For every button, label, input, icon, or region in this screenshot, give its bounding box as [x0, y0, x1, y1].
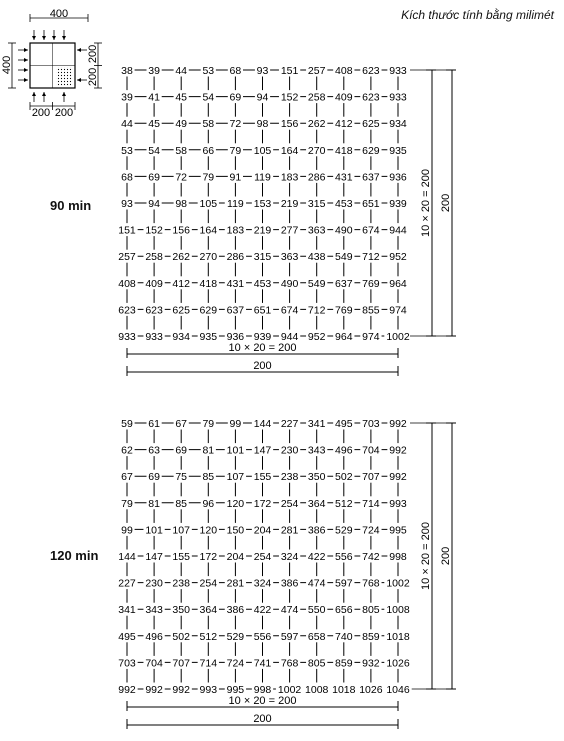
time-label-120: 120 min — [50, 548, 99, 563]
dim-outer-v-label: 200 — [440, 193, 452, 213]
temperature-value: 98 — [175, 198, 188, 210]
temperature-value: 270 — [199, 251, 218, 264]
temperature-value: 147 — [145, 551, 163, 563]
section-right-label-1: 200 — [87, 44, 99, 64]
temperature-value: 597 — [280, 630, 299, 643]
temperature-value: 61 — [148, 418, 160, 430]
dim-inner-v-label: 10 × 20 = 200 — [420, 169, 432, 237]
temperature-value: 474 — [307, 577, 326, 590]
temperature-value: 412 — [335, 118, 353, 131]
temperature-value: 1008 — [305, 684, 329, 696]
temperature-value: 651 — [253, 304, 272, 317]
temperature-value: 230 — [145, 577, 163, 590]
temperature-value: 993 — [199, 684, 218, 696]
temperature-value: 350 — [307, 471, 326, 484]
temperature-value: 704 — [362, 444, 380, 457]
temperature-value: 144 — [253, 418, 272, 430]
temperature-value: 79 — [121, 497, 133, 510]
temperature-value: 422 — [253, 604, 272, 617]
temperature-value: 651 — [362, 198, 380, 210]
temperature-value: 156 — [172, 224, 190, 237]
temperature-value: 769 — [362, 277, 380, 290]
temperature-value: 992 — [118, 684, 136, 696]
temperature-value: 974 — [389, 304, 407, 317]
temperature-value: 152 — [145, 224, 163, 237]
temperature-value: 155 — [253, 471, 272, 484]
section-right-label-2: 200 — [87, 67, 99, 87]
temperature-value: 257 — [307, 65, 326, 77]
section-height-label: 400 — [1, 55, 13, 75]
temperature-value: 409 — [335, 91, 353, 104]
temperature-value: 94 — [256, 91, 269, 104]
temperature-value: 496 — [335, 444, 353, 457]
temperature-value: 81 — [202, 444, 215, 457]
temperature-value: 262 — [307, 118, 326, 131]
temperature-value: 992 — [172, 684, 190, 696]
temperature-value: 281 — [226, 577, 245, 590]
temperature-value: 408 — [335, 65, 353, 77]
temperature-value: 343 — [307, 444, 326, 457]
temperature-value: 164 — [199, 224, 218, 237]
column-cross-section-key — [0, 8, 110, 118]
temperature-value: 1046 — [386, 684, 410, 696]
temperature-value: 658 — [307, 630, 326, 643]
temperature-value: 412 — [172, 277, 190, 290]
section-bottom-label-2: 200 — [54, 107, 74, 118]
temperature-value: 63 — [148, 444, 160, 457]
temperature-value: 707 — [172, 657, 190, 670]
temperature-value: 431 — [226, 277, 245, 290]
temperature-value: 258 — [307, 91, 326, 104]
temperature-value: 69 — [229, 91, 242, 104]
temperature-value: 238 — [280, 471, 299, 484]
temperature-value: 67 — [121, 471, 133, 484]
temperature-value: 995 — [389, 524, 407, 537]
section-width-label: 400 — [49, 8, 69, 20]
temperature-value: 227 — [280, 418, 299, 430]
temperature-grid-120 — [110, 413, 450, 733]
temperature-value: 96 — [202, 497, 215, 510]
temperature-value: 637 — [362, 171, 380, 184]
temperature-value: 992 — [145, 684, 163, 696]
temperature-value: 150 — [226, 524, 245, 537]
temperature-value: 120 — [226, 497, 245, 510]
temperature-value: 315 — [307, 198, 326, 210]
temperature-value: 1008 — [386, 604, 410, 617]
temperature-value: 1002 — [277, 684, 302, 696]
temperature-value: 496 — [145, 630, 163, 643]
temperature-value: 674 — [280, 304, 299, 317]
temperature-value: 935 — [389, 144, 407, 157]
temperature-value: 363 — [280, 251, 299, 264]
temperature-value: 258 — [145, 251, 163, 264]
temperature-value: 724 — [362, 524, 380, 537]
temperature-value: 625 — [172, 304, 190, 317]
temperature-value: 98 — [256, 118, 269, 131]
temperature-value: 119 — [254, 171, 271, 184]
temperature-value: 58 — [175, 144, 188, 157]
temperature-value: 105 — [199, 198, 218, 210]
temperature-value: 67 — [175, 418, 188, 430]
temperature-value: 490 — [280, 277, 299, 290]
temperature-value: 75 — [175, 471, 188, 484]
temperature-value: 45 — [175, 91, 188, 104]
temperature-value: 438 — [307, 251, 326, 264]
temperature-value: 529 — [226, 630, 245, 643]
temperature-value: 549 — [307, 277, 326, 290]
temperature-value: 151 — [118, 224, 136, 237]
temperature-value: 993 — [389, 497, 407, 510]
temperature-value: 315 — [253, 251, 272, 264]
temperature-value: 62 — [121, 444, 133, 457]
temperature-value: 409 — [145, 277, 163, 290]
temperature-value: 629 — [362, 144, 380, 157]
temperature-value: 270 — [307, 144, 326, 157]
temperature-value: 204 — [226, 551, 245, 563]
temperature-values — [116, 417, 411, 697]
temperature-value: 453 — [253, 277, 272, 290]
temperature-value: 623 — [362, 65, 380, 77]
temperature-value: 495 — [335, 418, 353, 430]
temperature-values — [116, 64, 411, 344]
temperature-value: 227 — [118, 577, 136, 590]
temperature-value: 41 — [148, 91, 160, 104]
temperature-value: 623 — [362, 91, 380, 104]
temperature-value: 286 — [307, 171, 326, 184]
temperature-value: 45 — [148, 118, 160, 131]
temperature-value: 992 — [389, 444, 407, 457]
temperature-value: 364 — [307, 497, 326, 510]
temperature-value: 1018 — [332, 684, 356, 696]
temperature-value: 105 — [253, 144, 272, 157]
temperature-value: 408 — [118, 277, 136, 290]
temperature-value: 512 — [199, 630, 218, 643]
temperature-value: 39 — [121, 91, 133, 104]
temperature-value: 1002 — [386, 577, 410, 590]
temperature-value: 656 — [335, 604, 353, 617]
dim-inner-h-label: 10 × 20 = 200 — [228, 695, 297, 707]
temperature-value: 69 — [148, 471, 160, 484]
temperature-value: 550 — [307, 604, 326, 617]
temperature-value: 597 — [335, 577, 353, 590]
temperature-value: 101 — [226, 444, 245, 457]
temperature-value: 49 — [175, 118, 188, 131]
temperature-value: 341 — [118, 604, 136, 617]
temperature-value: 155 — [172, 551, 190, 563]
temperature-value: 79 — [202, 171, 215, 184]
temperature-value: 281 — [280, 524, 299, 537]
temperature-value: 742 — [362, 551, 380, 563]
temperature-value: 1002 — [386, 331, 410, 343]
temperature-value: 147 — [253, 444, 272, 457]
temperature-value: 637 — [335, 277, 353, 290]
temperature-value: 855 — [362, 304, 380, 317]
temperature-value: 629 — [199, 304, 218, 317]
temperature-value: 724 — [226, 657, 245, 670]
temperature-value: 66 — [202, 144, 215, 157]
temperature-value: 707 — [362, 471, 380, 484]
temperature-value: 769 — [335, 304, 353, 317]
temperature-value: 418 — [335, 144, 353, 157]
temperature-value: 85 — [202, 471, 215, 484]
temperature-value: 364 — [199, 604, 218, 617]
temperature-value: 933 — [389, 91, 407, 104]
time-label-90: 90 min — [50, 198, 92, 213]
temperature-value: 1026 — [359, 684, 383, 696]
temperature-value: 107 — [172, 524, 190, 537]
temperature-value: 939 — [253, 331, 272, 343]
temperature-value: 805 — [362, 604, 380, 617]
temperature-value: 107 — [226, 471, 245, 484]
dim-inner-v-label: 10 × 20 = 200 — [420, 522, 432, 590]
temperature-value: 453 — [335, 198, 353, 210]
temperature-value: 172 — [253, 497, 272, 510]
temperature-value: 69 — [148, 171, 160, 184]
temperature-value: 964 — [389, 277, 407, 290]
temperature-value: 262 — [172, 251, 190, 264]
temperature-value: 418 — [199, 277, 218, 290]
temperature-value: 81 — [148, 497, 160, 510]
temperature-value: 474 — [280, 604, 299, 617]
temperature-value: 431 — [335, 171, 353, 184]
temperature-value: 101 — [145, 524, 163, 537]
temperature-value: 944 — [280, 331, 299, 343]
temperature-value: 674 — [362, 224, 380, 237]
temperature-value: 99 — [121, 524, 133, 537]
temperature-value: 68 — [229, 65, 242, 77]
temperature-value: 625 — [362, 118, 380, 131]
temperature-value: 512 — [335, 497, 353, 510]
temperature-value: 153 — [253, 198, 272, 210]
temperature-value: 277 — [280, 224, 299, 237]
temperature-value: 72 — [229, 118, 242, 131]
temperature-value: 79 — [229, 144, 242, 157]
temperature-value: 495 — [118, 630, 136, 643]
temperature-value: 933 — [118, 331, 136, 343]
temperature-value: 85 — [175, 497, 188, 510]
temperature-value: 54 — [148, 144, 160, 157]
temperature-value: 183 — [226, 224, 245, 237]
temperature-value: 79 — [202, 418, 215, 430]
temperature-value: 164 — [280, 144, 299, 157]
temperature-value: 68 — [121, 171, 133, 184]
temperature-value: 556 — [253, 630, 272, 643]
temperature-value: 952 — [389, 251, 407, 264]
temperature-value: 119 — [227, 198, 244, 210]
temperature-value: 556 — [335, 551, 353, 563]
temperature-value: 714 — [362, 497, 380, 510]
temperature-value: 1026 — [386, 657, 410, 670]
temperature-value: 172 — [199, 551, 218, 563]
temperature-value: 935 — [199, 331, 218, 343]
temperature-value: 934 — [172, 331, 190, 343]
temperature-grid-90 — [110, 60, 450, 380]
temperature-value: 230 — [280, 444, 299, 457]
temperature-value: 933 — [145, 331, 163, 343]
temperature-value: 859 — [362, 630, 380, 643]
temperature-value: 992 — [389, 471, 407, 484]
temperature-value: 324 — [280, 551, 299, 563]
temperature-value: 623 — [118, 304, 136, 317]
temperature-value: 58 — [202, 118, 215, 131]
temperature-value: 69 — [175, 444, 188, 457]
temperature-value: 324 — [253, 577, 272, 590]
temperature-value: 703 — [362, 418, 380, 430]
temperature-value: 38 — [121, 65, 133, 77]
temperature-value: 998 — [389, 551, 407, 563]
temperature-value: 350 — [172, 604, 190, 617]
temperature-value: 805 — [307, 657, 326, 670]
units-note: Kích thước tính bằng milimét — [401, 8, 554, 22]
temperature-value: 39 — [148, 65, 160, 77]
temperature-value: 219 — [280, 198, 299, 210]
temperature-value: 54 — [202, 91, 215, 104]
temperature-value: 490 — [335, 224, 353, 237]
temperature-value: 944 — [389, 224, 407, 237]
temperature-value: 254 — [280, 497, 299, 510]
dim-outer-h-label: 200 — [253, 713, 272, 725]
temperature-value: 94 — [148, 198, 160, 210]
temperature-value: 936 — [389, 171, 407, 184]
temperature-value: 623 — [145, 304, 163, 317]
temperature-value: 156 — [280, 118, 299, 131]
temperature-value: 549 — [335, 251, 353, 264]
temperature-value: 53 — [202, 65, 215, 77]
temperature-value: 1018 — [386, 630, 410, 643]
temperature-value: 204 — [253, 524, 272, 537]
temperature-value: 932 — [362, 657, 380, 670]
temperature-value: 768 — [280, 657, 299, 670]
temperature-value: 99 — [229, 418, 242, 430]
temperature-value: 53 — [121, 144, 133, 157]
temperature-value: 386 — [307, 524, 326, 537]
temperature-value: 286 — [226, 251, 245, 264]
temperature-value: 343 — [145, 604, 163, 617]
section-bottom-label-1: 200 — [31, 107, 51, 118]
temperature-value: 152 — [280, 91, 299, 104]
temperature-value: 995 — [226, 684, 245, 696]
temperature-value: 939 — [389, 198, 407, 210]
temperature-value: 386 — [280, 577, 299, 590]
temperature-value: 933 — [389, 65, 407, 77]
temperature-value: 72 — [175, 171, 188, 184]
temperature-value: 998 — [253, 684, 272, 696]
temperature-value: 93 — [256, 65, 269, 77]
dim-inner-h-label: 10 × 20 = 200 — [228, 342, 297, 354]
temperature-value: 257 — [118, 251, 136, 264]
temperature-value: 768 — [362, 577, 380, 590]
temperature-value: 254 — [199, 577, 218, 590]
dim-outer-h-label: 200 — [253, 360, 272, 372]
temperature-value: 422 — [307, 551, 326, 563]
temperature-value: 120 — [199, 524, 218, 537]
temperature-value: 151 — [280, 65, 299, 77]
temperature-value: 637 — [226, 304, 245, 317]
temperature-value: 183 — [280, 171, 299, 184]
temperature-value: 934 — [389, 118, 407, 131]
temperature-value: 386 — [226, 604, 245, 617]
temperature-value: 529 — [335, 524, 353, 537]
temperature-value: 859 — [335, 657, 353, 670]
temperature-value: 44 — [175, 65, 188, 77]
temperature-value: 740 — [335, 630, 353, 643]
temperature-value: 254 — [253, 551, 272, 563]
temperature-value: 712 — [307, 304, 326, 317]
temperature-value: 992 — [389, 418, 407, 430]
temperature-value: 341 — [307, 418, 326, 430]
temperature-value: 714 — [199, 657, 218, 670]
temperature-value: 238 — [172, 577, 190, 590]
temperature-value: 703 — [118, 657, 136, 670]
temperature-value: 363 — [307, 224, 326, 237]
quarter-section-hatch — [56, 67, 73, 86]
temperature-value: 741 — [253, 657, 272, 670]
temperature-value: 936 — [226, 331, 245, 343]
temperature-value: 502 — [335, 471, 353, 484]
temperature-value: 59 — [121, 418, 133, 430]
temperature-value: 144 — [118, 551, 136, 563]
dim-outer-v-label: 200 — [440, 546, 452, 566]
temperature-value: 974 — [362, 331, 380, 343]
temperature-value: 712 — [362, 251, 380, 264]
temperature-value: 952 — [307, 331, 326, 343]
temperature-value: 219 — [253, 224, 272, 237]
temperature-value: 93 — [121, 198, 133, 210]
temperature-value: 91 — [229, 171, 242, 184]
temperature-value: 44 — [121, 118, 133, 131]
temperature-value: 502 — [172, 630, 190, 643]
temperature-value: 964 — [335, 331, 353, 343]
temperature-value: 704 — [145, 657, 163, 670]
